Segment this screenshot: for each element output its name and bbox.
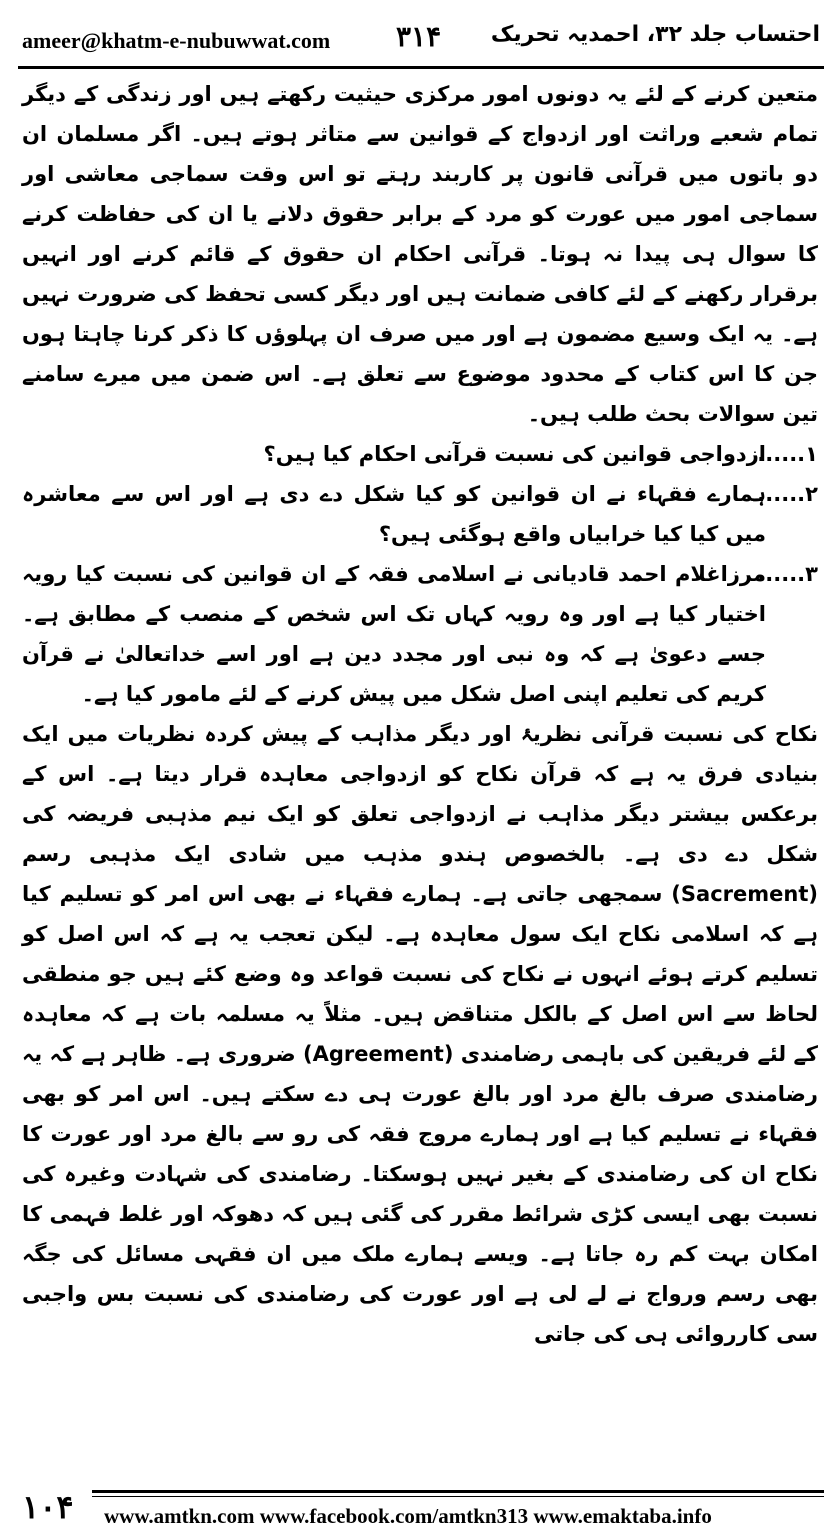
header-page-number: ۳۱۴ (396, 20, 442, 53)
page-footer (18, 1490, 824, 1534)
question-text: ہمارے فقہاء نے ان قوانین کو کیا شکل دے دی ہے اور اس سے معاشرہ میں کیا کیا خرابیاں واقع ہوگئی ہیں؟ (22, 482, 766, 546)
question-text: مرزاغلام احمد قادیانی نے اسلامی فقہ کے ان قوانین کی نسبت کیا رویہ اختیار کیا ہے اور وہ رویہ کہاں تک اس شخص کے منصب کے مطابق ہے۔ جسے دعویٰ ہے کہ وہ نبی اور مجدد دین ہے اور اسے خداتعالیٰ نے قرآن کریم کی تعلیم اپنی اصل شکل میں پیش کرنے کے لئے مامور کیا ہے۔ (22, 562, 766, 706)
page-body (22, 74, 818, 1354)
question-item-1 (22, 434, 818, 474)
question-marker: ۳...... (757, 562, 818, 586)
footer-links[interactable]: www.amtkn.com www.facebook.com/amtkn313 www.emaktaba.info (104, 1504, 712, 1528)
header-email: ameer@khatm-e-nubuwwat.com (22, 28, 331, 53)
page-header (18, 14, 824, 66)
footer-divider (92, 1490, 824, 1493)
closing-paragraph: نکاح کی نسبت قرآنی نظریۂ اور دیگر مذاہب کے پیش کردہ نظریات میں ایک بنیادی فرق یہ ہے کہ قرآن نکاح کو ازدواجی معاہدہ قرار دیتا ہے۔ اس کے برعکس بیشتر دیگر مذاہب نے ازدواجی تعلق کو ایک نیم مذہبی فریضہ کی شکل دے دی ہے۔ بالخصوص ہندو مذہب میں شادی ایک مذہبی رسم (Sacrement) سمجھی جاتی ہے۔ ہمارے فقہاء نے بھی اس امر کو تسلیم کیا ہے کہ اسلامی نکاح ایک سول معاہدہ ہے۔ لیکن تعجب یہ ہے کہ اس اصل کو تسلیم کرتے ہوئے انہوں نے نکاح کی نسبت قواعد وہ وضع کئے ہیں جو منطقی لحاظ سے اس اصل کے بالکل متناقض ہیں۔ مثلاً یہ مسلمہ بات ہے کہ معاہدہ کے لئے فریقین کی باہمی رضامندی (Agreement) ضروری ہے۔ ظاہر ہے کہ یہ رضامندی صرف بالغ مرد اور بالغ عورت ہی دے سکتے ہیں۔ اس امر کو بھی فقہاء نے تسلیم کیا ہے اور ہمارے مروج فقہ کی رو سے بالغ مرد اور عورت کا نکاح ان کی رضامندی کے بغیر نہیں ہوسکتا۔ رضامندی کی شہادت وغیرہ کی نسبت بھی ایسی کڑی شرائط مقرر کی گئی ہیں کہ دھوکہ اور غلط فہمی کا امکان بہت کم رہ جاتا ہے۔ ویسے ہمارے ملک میں ان فقہی مسائل کی جگہ بھی رسم ورواج نے لے لی ہے اور عورت کی رضامندی کی نسبت بس واجبی سی کارروائی ہی کی جاتی (22, 722, 818, 1346)
intro-paragraph: متعین کرنے کے لئے یہ دونوں امور مرکزی حیثیت رکھتے ہیں اور زندگی کے دیگر تمام شعبے وراثت اور ازدواج کے قوانین سے متاثر ہوتے ہیں۔ اگر مسلمان ان دو باتوں میں قرآنی قانون پر کاربند رہتے تو اس وقت سماجی معاشی اور سماجی امور میں عورت کو مرد کے برابر حقوق دلانے یا ان کی حفاظت کرنے کا سوال ہی پیدا نہ ہوتا۔ قرآنی احکام ان حقوق کے قائم کرنے اور انہیں برقرار رکھنے کے لئے کافی ضمانت ہیں اور دیگر کسی تحفظ کی ضرورت نہیں ہے۔ یہ ایک وسیع مضمون ہے اور میں صرف ان پہلوؤں کا ذکر کرنا چاہتا ہوں جن کا اس کتاب کے محدود موضوع سے تعلق ہے۔ اس ضمن میں میرے سامنے تین سوالات بحث طلب ہیں۔ (22, 82, 818, 426)
header-divider (18, 66, 824, 69)
footer-divider-thin (92, 1496, 824, 1497)
footer-page-number: ۱۰۴ (22, 1488, 74, 1526)
question-marker: ۱...... (757, 442, 818, 466)
question-marker: ۲...... (757, 482, 818, 506)
question-item-3 (22, 554, 818, 714)
header-title: احتساب جلد ۳۲، احمدیہ تحریک (490, 22, 820, 47)
question-text: ازدواجی قوانین کی نسبت قرآنی احکام کیا ہیں؟ (263, 442, 766, 466)
question-item-2 (22, 474, 818, 554)
